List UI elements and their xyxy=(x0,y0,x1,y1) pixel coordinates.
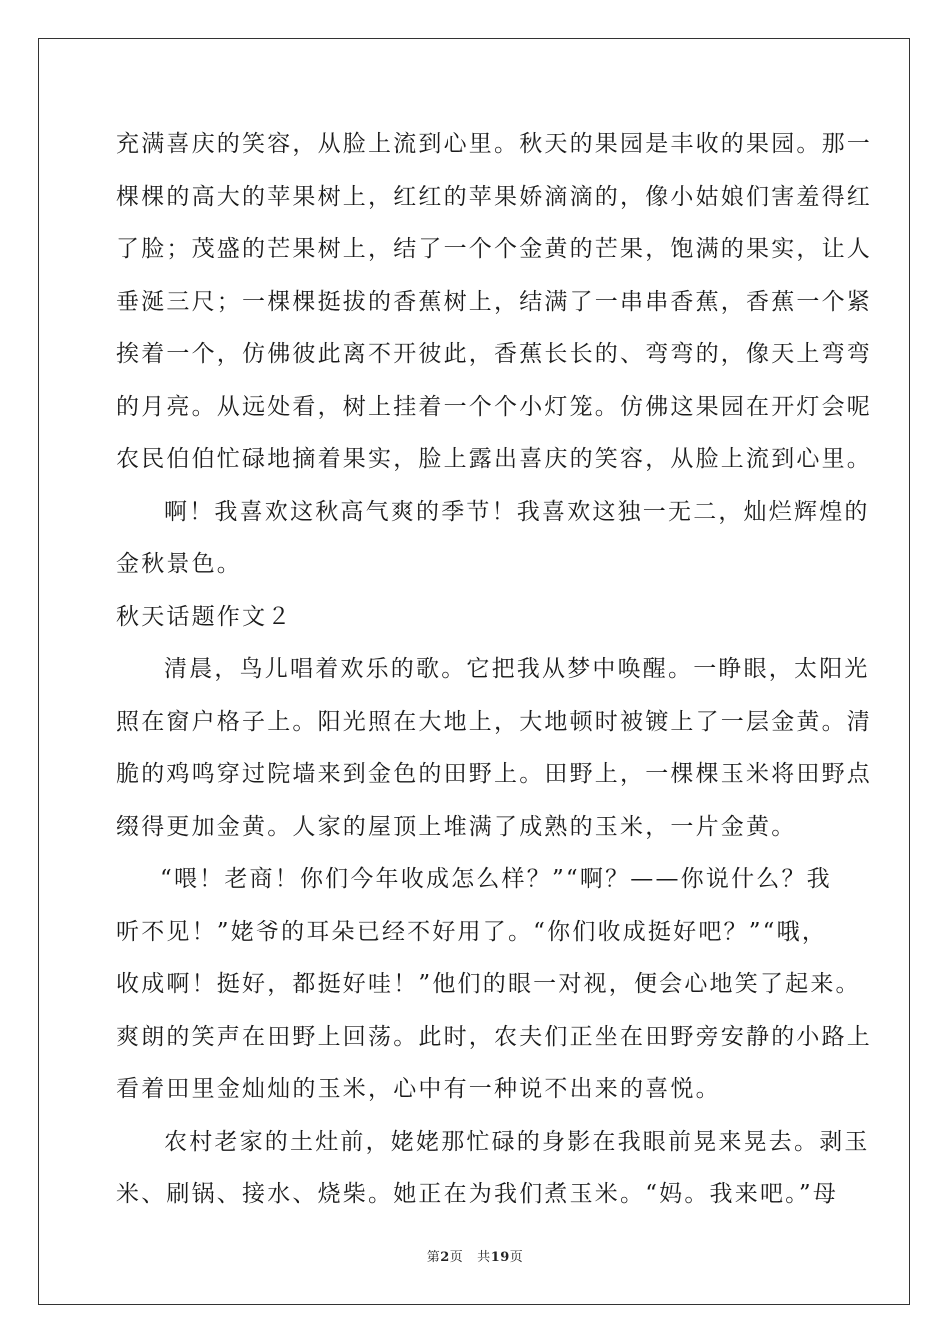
page-footer xyxy=(0,1246,950,1265)
text-line: 充满喜庆的笑容，从脸上流到心里。秋天的果园是丰收的果园。那一 xyxy=(116,131,872,157)
paragraph-start-line: 农村老家的土灶前，姥姥那忙碌的身影在我眼前晃来晃去。剥玉 xyxy=(164,1128,870,1155)
text-line: 看着田里金灿灿的玉米，心中有一种说不出来的喜悦。 xyxy=(116,1076,721,1102)
page-number-prefix: 第 xyxy=(426,1250,441,1265)
text-line: 金秋景色。 xyxy=(116,551,242,577)
document-body xyxy=(116,124,872,1227)
text-line: 的月亮。从远处看，树上挂着一个个小灯笼。仿佛这果园在开灯会呢 xyxy=(116,393,872,420)
text-line: 了脸；茂盛的芒果树上，结了一个个金黄的芒果，饱满的果实，让人 xyxy=(116,236,872,262)
text-line: 照在窗户格子上。阳光照在大地上，大地顿时被镀上了一层金黄。清 xyxy=(116,708,872,735)
text-line: 爽朗的笑声在田野上回荡。此时，农夫们正坐在田野旁安静的小路上 xyxy=(116,1023,872,1050)
total-pages-count: 19 xyxy=(490,1250,510,1265)
paragraph-start-line: 清晨，鸟儿唱着欢乐的歌。它把我从梦中唤醒。一睁眼，太阳光 xyxy=(164,656,870,682)
text-line: 米、刷锅、接水、烧柴。她正在为我们煮玉米。“妈。我来吧。”母 xyxy=(116,1181,839,1207)
section-heading: 秋天话题作文２ xyxy=(116,603,293,630)
paragraph-start-line: 啊！我喜欢这秋高气爽的季节！我喜欢这独一无二，灿烂辉煌的 xyxy=(164,498,870,525)
text-line: 脆的鸡鸣穿过院墙来到金色的田野上。田野上，一棵棵玉米将田野点 xyxy=(116,761,872,787)
text-line: 收成啊！挺好，都挺好哇！”他们的眼一对视，便会心地笑了起来。 xyxy=(116,971,861,997)
text-line: 缀得更加金黄。人家的屋顶上堆满了成熟的玉米，一片金黄。 xyxy=(116,813,797,840)
text-line: 农民伯伯忙碌地摘着果实，脸上露出喜庆的笑容，从脸上流到心里。 xyxy=(116,446,872,472)
text-line: 棵棵的高大的苹果树上，红红的苹果娇滴滴的，像小姑娘们害羞得红 xyxy=(116,183,872,210)
paragraph-start-line: “喂！老商！你们今年收成怎么样？”“啊？——你说什么？我 xyxy=(160,866,832,892)
text-line: 挨着一个，仿佛彼此离不开彼此，香蕉长长的、弯弯的，像天上弯弯 xyxy=(116,341,872,367)
page-number-current: 2 xyxy=(440,1250,450,1265)
text-line: 垂涎三尺；一棵棵挺拔的香蕉树上，结满了一串串香蕉，香蕉一个紧 xyxy=(116,288,872,315)
page-number-suffix: 页 xyxy=(449,1250,464,1265)
text-line: 听不见！”姥爷的耳朵已经不好用了。“你们收成挺好吧？”“哦， xyxy=(116,918,828,945)
total-pages-suffix: 页 xyxy=(509,1250,524,1265)
total-pages-prefix: 共 xyxy=(477,1250,491,1265)
